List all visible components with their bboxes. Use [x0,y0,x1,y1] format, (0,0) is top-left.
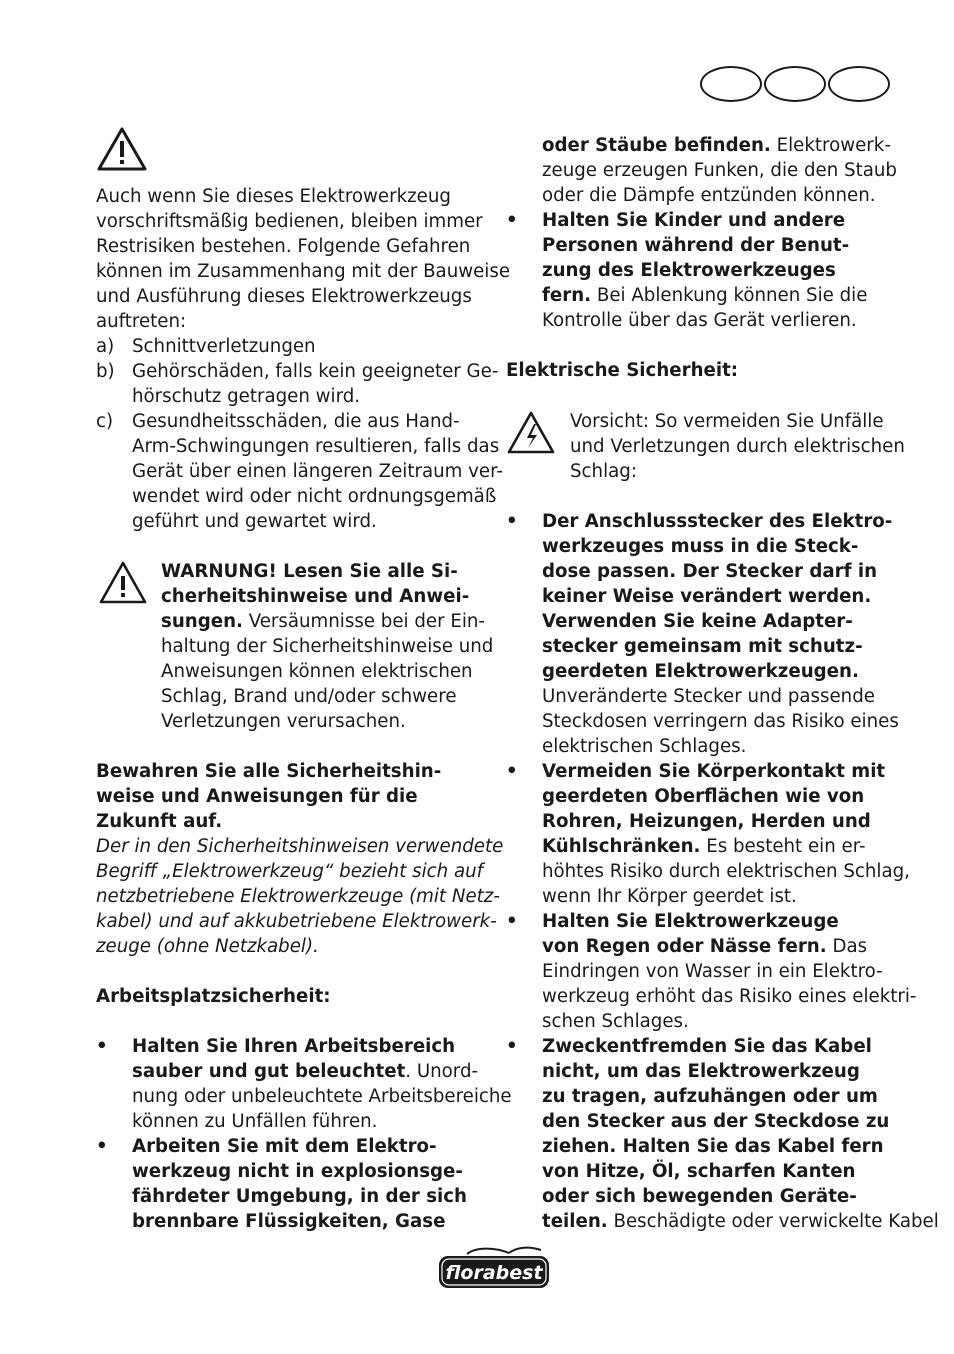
language-badge [764,66,826,102]
text-line: auftreten: [96,311,187,332]
bullet: • [96,1036,108,1057]
text-line: Arm-Schwingungen resultieren, falls das [132,436,500,457]
text-bold: oder Stäube befinden. [542,135,771,156]
text-line: Zukunft auf. [96,811,223,832]
text-line: werkzeug nicht in explosionsge- [132,1161,463,1182]
text-line: haltung der Sicherheitshinweise und [161,636,494,657]
bullet: • [506,761,518,782]
text-line: Personen während der Benut- [542,235,850,256]
text-line: und Verletzungen durch elektrischen [570,436,905,457]
bullet: • [506,511,518,532]
text-line: wendet wird oder nicht ordnungsgemäß [132,486,497,507]
text-line: werkzeuges muss in die Steck- [542,536,859,557]
text-line: Gehörschäden, falls kein geeigneter Ge- [132,361,499,382]
text-line: Vermeiden Sie Körperkontakt mit [542,761,886,782]
text-run: Bei Ablenkung können Sie die [591,285,868,306]
text-line: werkzeug erhöht das Risiko eines elektri- [542,986,917,1007]
text-line: fährdeter Umgebung, in der sich [132,1186,467,1207]
text-line: Rohren, Heizungen, Herden und [542,811,871,832]
florabest-logo [437,1244,551,1290]
text-line: Gesundheitsschäden, die aus Hand- [132,411,460,432]
text-line: Halten Sie Ihren Arbeitsbereich [132,1036,456,1057]
text-line: den Stecker aus der Steckdose zu [542,1111,890,1132]
bullet: • [506,210,518,231]
text-line: von Hitze, Öl, scharfen Kanten [542,1161,856,1182]
text-run: Elektrowerk- [770,135,891,156]
text-line: Schlag: [570,461,637,482]
list-label: c) [96,411,114,432]
text-line: weise und Anweisungen für die [96,786,418,807]
text-line: Arbeiten Sie mit dem Elektro- [132,1136,437,1157]
text-line: netzbetriebene Elektrowerkzeuge (mit Netz- [96,886,500,907]
text-line: zung des Elektrowerkzeuges [542,260,836,281]
text-line: stecker gemeinsam mit schutz- [542,636,863,657]
section-heading-workplace: Arbeitsplatzsicherheit: [96,986,331,1007]
text-line: zeuge erzeugen Funken, die den Staub [542,160,897,181]
text-line: Steckdosen verringern das Risiko eines [542,711,899,732]
text-line: Verletzungen verursachen. [161,711,406,732]
language-badge [828,66,890,102]
bullet: • [96,1136,108,1157]
text-line: dose passen. Der Stecker darf in [542,561,878,582]
text-run: Versäumnisse bei der Ein- [242,611,485,632]
text-line: Verwenden Sie keine Adapter- [542,611,853,632]
text-line: zeuge (ohne Netzkabel). [96,936,319,957]
text-line: Gerät über einen längeren Zeitraum ver- [132,461,503,482]
warning-text [161,559,493,734]
text-line: ziehen. Halten Sie das Kabel fern [542,1136,884,1157]
text-line: Schlag, Brand und/oder schwere [161,686,457,707]
text-bold: sauber und gut beleuchtet [132,1061,406,1082]
intro-paragraph [96,184,510,334]
text-line: WARNUNG! Lesen Sie alle Si- [161,561,458,582]
warning-triangle-icon [96,126,148,172]
text-line: Zweckentfremden Sie das Kabel [542,1036,872,1057]
section-heading-electrical: Elektrische Sicherheit: [506,360,739,381]
text-line: oder die Dämpfe entzünden können. [542,185,876,206]
text-run: Es besteht ein er- [700,836,866,857]
text-line: brennbare Flüssigkeiten, Gase [132,1211,446,1232]
text-run: Beschädigte oder verwickelte Kabel [607,1211,939,1232]
text-line: Anweisungen können elektrischen [161,661,473,682]
text-line: zu tragen, aufzuhängen oder um [542,1086,878,1107]
text-bold: fern. [542,285,592,306]
text-line: können zu Unfällen führen. [132,1111,378,1132]
text-line: höhtes Risiko durch elektrischen Schlag, [542,861,910,882]
text-line: Unveränderte Stecker und passende [542,686,875,707]
text-line: Restrisiken bestehen. Folgende Gefahren [96,236,471,257]
language-badge [700,66,762,102]
list-label: a) [96,336,115,357]
electric-hazard-icon [506,410,556,455]
text-line: geerdeten Oberflächen wie von [542,786,865,807]
text-line: vorschriftsmäßig bedienen, bleiben immer [96,211,483,232]
text-line: kabel) und auf akkubetriebene Elektrowerk- [96,911,497,932]
text-line: Eindringen von Wasser in ein Elektro- [542,961,883,982]
language-badges [700,66,890,102]
text-line: schen Schlages. [542,1011,689,1032]
list-item-continued [542,133,897,208]
logo-text: florabest [445,1262,543,1284]
text-bold: ilen. [563,1211,608,1232]
text-line: Halten Sie Kinder und andere [542,210,846,231]
text-bold: Kühlschränken. [542,836,701,857]
text-line: Begriff „Elektrowerkzeug“ bezieht sich auf [96,861,484,882]
text-line: hörschutz getragen wird. [132,386,361,407]
text-bold: sungen. [161,611,243,632]
bullet: • [506,911,518,932]
text-line: und Ausführung dieses Elektrowerkzeugs [96,286,472,307]
text-line: keiner Weise verändert werden. [542,586,872,607]
text-line: oder sich bewegenden Geräte- [542,1186,857,1207]
text-line: cherheitshinweise und Anwei- [161,586,470,607]
text-bold: von Regen oder Nässe fern. [542,936,827,957]
text-bold: te [542,1211,564,1232]
warning-icon [98,560,148,605]
text-line: Schnittverletzungen [132,336,316,357]
keep-instructions [96,759,503,959]
text-line: Bewahren Sie alle Sicherheitshin- [96,761,442,782]
text-run: Das [826,936,868,957]
text-line: Halten Sie Elektrowerkzeuge [542,911,839,932]
text-line: elektrischen Schlages. [542,736,747,757]
text-run: . Unord- [405,1061,479,1082]
list-label: b) [96,361,115,382]
text-line: können im Zusammenhang mit der Bauweise [96,261,511,282]
text-line: Kontrolle über das Gerät verlieren. [542,310,857,331]
caution-text [570,409,905,484]
text-line: nung oder unbeleuchtete Arbeitsbereiche [132,1086,512,1107]
text-line: Der Anschlussstecker des Elektro- [542,511,893,532]
text-line: Der in den Sicherheitshinweisen verwendete [96,836,504,857]
bullet: • [506,1036,518,1057]
text-line: geerdeten Elektrowerkzeugen. [542,661,859,682]
text-line: wenn Ihr Körper geerdet ist. [542,886,797,907]
text-line: geführt und gewartet wird. [132,511,377,532]
text-line: Vorsicht: So vermeiden Sie Unfälle [570,411,884,432]
text-line: nicht, um das Elektrowerkzeug [542,1061,860,1082]
text-line: Auch wenn Sie dieses Elektrowerkzeug [96,186,451,207]
